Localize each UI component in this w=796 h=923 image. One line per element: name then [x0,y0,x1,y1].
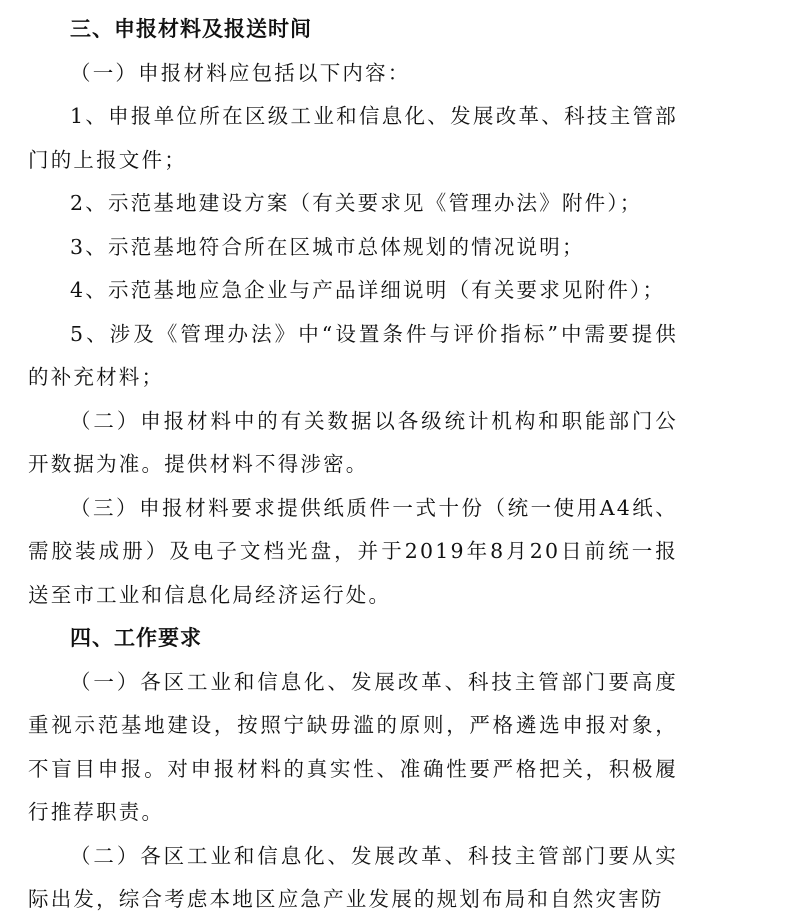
section4-heading: 四、工作要求 [70,626,202,650]
section4-part-2: （二）各区工业和信息化、发展改革、科技主管部门要从实际出发，综合考虑本地区应急产业发展的规划布局和自然灾害防 [28,843,678,911]
section3-item-5: 5、涉及《管理办法》中“设置条件与评价指标”中需要提供的补充材料； [28,321,678,389]
section3-item-1: 1、申报单位所在区级工业和信息化、发展改革、科技主管部门的上报文件； [28,104,678,172]
section3-part-3: （三）申报材料要求提供纸质件一式十份（统一使用A4纸、需胶装成册）及电子文档光盘，并于2019年8月20日前统一报送至市工业和信息化局经济运行处。 [28,495,678,607]
section4-part-1: （一）各区工业和信息化、发展改革、科技主管部门要高度重视示范基地建设，按照宁缺毋滥的原则，严格遴选申报对象，不盲目申报。对申报材料的真实性、准确性要严格把关，积极履行推荐职责。 [28,669,678,824]
section3-heading: 三、申报材料及报送时间 [70,17,312,41]
section3-item-2: 2、示范基地建设方案（有关要求见《管理办法》附件）； [70,191,643,215]
section3-intro: （一）申报材料应包括以下内容： [70,60,411,85]
section3-item-3: 3、示范基地符合所在区城市总体规划的情况说明； [70,234,585,259]
section3-item-4: 4、示范基地应急企业与产品详细说明（有关要求见附件）； [70,278,666,302]
section3-part-2: （二）申报材料中的有关数据以各级统计机构和职能部门公开数据为准。提供材料不得涉密。 [28,408,678,476]
